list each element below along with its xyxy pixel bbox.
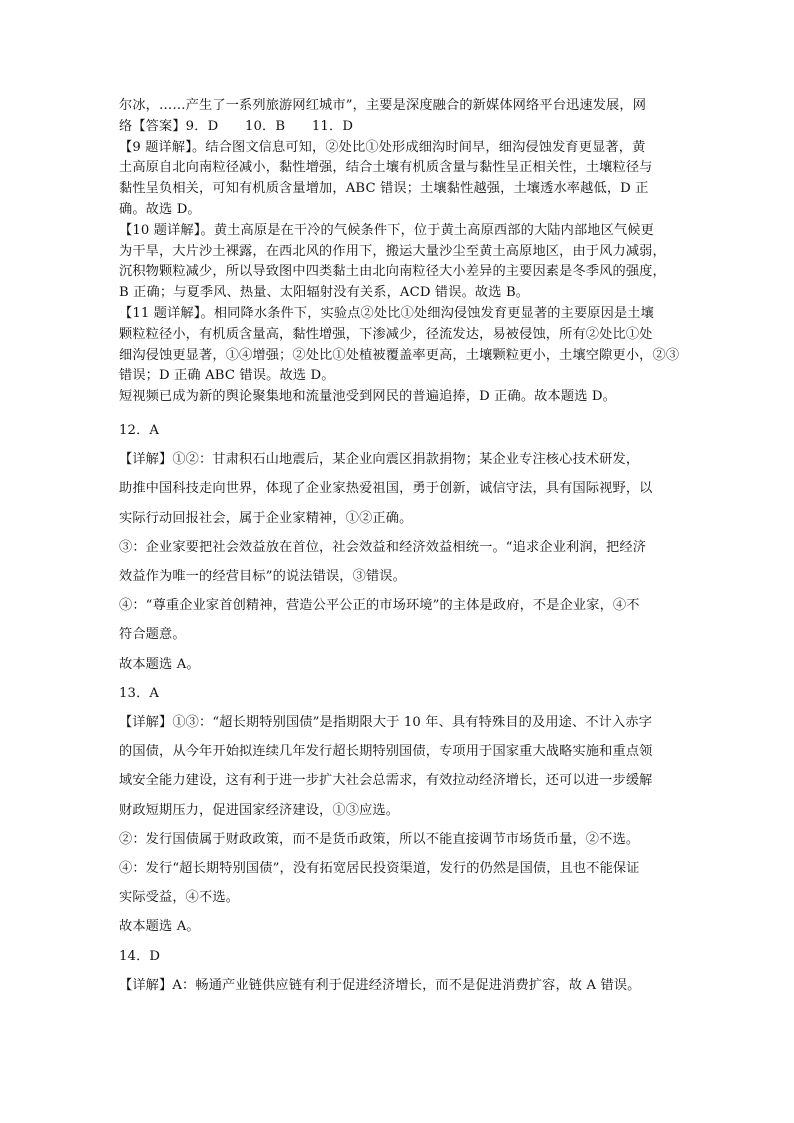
text-line: 【详解】①③：“超长期特别国债”是指期限大于 10 年、具有特殊目的及用途、不计入赤字 [119, 715, 653, 731]
text-line: 确。故选 D。 [119, 201, 201, 217]
text-line: ④：“尊重企业家首创精神，营造公平公正的市场环境”的主体是政府，不是企业家，④不 [119, 598, 640, 614]
text-line: 错误；D 正确 ABC 错误。故选 D。 [119, 368, 335, 384]
text-line: ③：企业家要把社会效益放在首位，社会效益和经济效益相统一。“追求企业利润，把经济 [119, 539, 647, 555]
text-line: ②：发行国债属于财政政策，而不是货币政策，所以不能直接调节市场货币量，②不选。 [119, 831, 640, 847]
text-line: 财政短期压力，促进国家经济建设，①③应选。 [119, 802, 400, 818]
question-number: 13．A [119, 685, 160, 701]
text-line: 故本题选 A。 [119, 656, 200, 672]
text-line: 【详解】A：畅通产业链供应链有利于促进经济增长，而不是促进消费扩容，故 A 错误。 [119, 977, 641, 993]
text-line: 颗粒粒径小，有机质含量高，黏性增强，下渗减少，径流发达，易被侵蚀，所有②处比①处 [119, 326, 653, 342]
text-line: 短视频已成为新的舆论聚集地和流量池受到网民的普遍追捧，D 正确。故本题选 D。 [119, 389, 616, 405]
answer-explanation-upper [119, 96, 679, 408]
text-line: 实际行动回报社会，属于企业家精神，①②正确。 [119, 510, 413, 526]
text-line: 尔冰，……产生了一系列旅游网红城市”，主要是深度融合的新媒体网络平台迅速发展，网 [119, 98, 647, 113]
text-line: 为干旱，大片沙土裸露，在西北风的作用下，搬运大量沙尘至黄土高原地区，由于风力减弱， [119, 243, 666, 259]
text-line: 土高原自北向南粒径减小，黏性增强，结合土壤有机质含量与黏性呈正相关性，土壤粒径与 [119, 160, 653, 176]
text-line: 助推中国科技走向世界，体现了企业家热爱祖国，勇于创新，诚信守法，具有国际视野，以 [119, 481, 653, 497]
question-number: 14．D [119, 948, 161, 964]
question-number: 12．A [119, 423, 160, 438]
text-line: ④：发行“超长期特别国债”，没有拓宽居民投资渠道，发行的仍然是国债，且也不能保证 [119, 861, 640, 877]
text-line: 【9 题详解】。结合图文信息可知，②处比①处形成细沟时间早，细沟侵蚀发育更显著，黄 [119, 139, 646, 155]
text-line: 域安全能力建设，这有利于进一步扩大社会总需求，有效拉动经济增长，还可以进一步缓解 [119, 773, 653, 789]
answer-key-line: 络【答案】9．D 10．B 11．D [119, 118, 354, 134]
text-line: 【10 题详解】。黄土高原是在干冷的气候条件下，位于黄土高原西部的大陆内部地区气候更 [119, 222, 654, 238]
text-line: B 正确；与夏季风、热量、太阳辐射没有关系，ACD 错误。故选 B。 [119, 285, 530, 301]
text-line: 【详解】①②：甘肃积石山地震后，某企业向震区捐款捐物；某企业专注核心技术研发， [119, 452, 640, 468]
text-line: 符合题意。 [119, 627, 186, 643]
text-line: 的国债，从今年开始拟连续几年发行超长期特别国债，专项用于国家重大战略实施和重点领 [119, 744, 653, 760]
text-line: 黏性呈负相关，可知有机质含量增加，ABC 错误；土壤黏性越强，土壤透水率越低，D 正 [119, 181, 649, 197]
text-line: 实际受益，④不选。 [119, 890, 240, 906]
answer-explanation-lower [119, 416, 679, 1000]
text-line: 故本题选 A。 [119, 919, 200, 935]
text-line: 细沟侵蚀更显著，①④增强；②处比①处植被覆盖率更高，土壤颗粒更小，土壤空隙更小，②③ [119, 347, 679, 363]
text-line: 【11 题详解】。相同降水条件下，实验点②处比①处细沟侵蚀发育更显著的主要原因是土壤 [119, 305, 654, 321]
text-line: 沉积物颗粒减少，所以导致图中四类黏土由北向南粒径大小差异的主要因素是冬季风的强度， [119, 264, 666, 280]
text-line: 效益作为唯一的经营目标”的说法错误，③错误。 [119, 569, 406, 585]
